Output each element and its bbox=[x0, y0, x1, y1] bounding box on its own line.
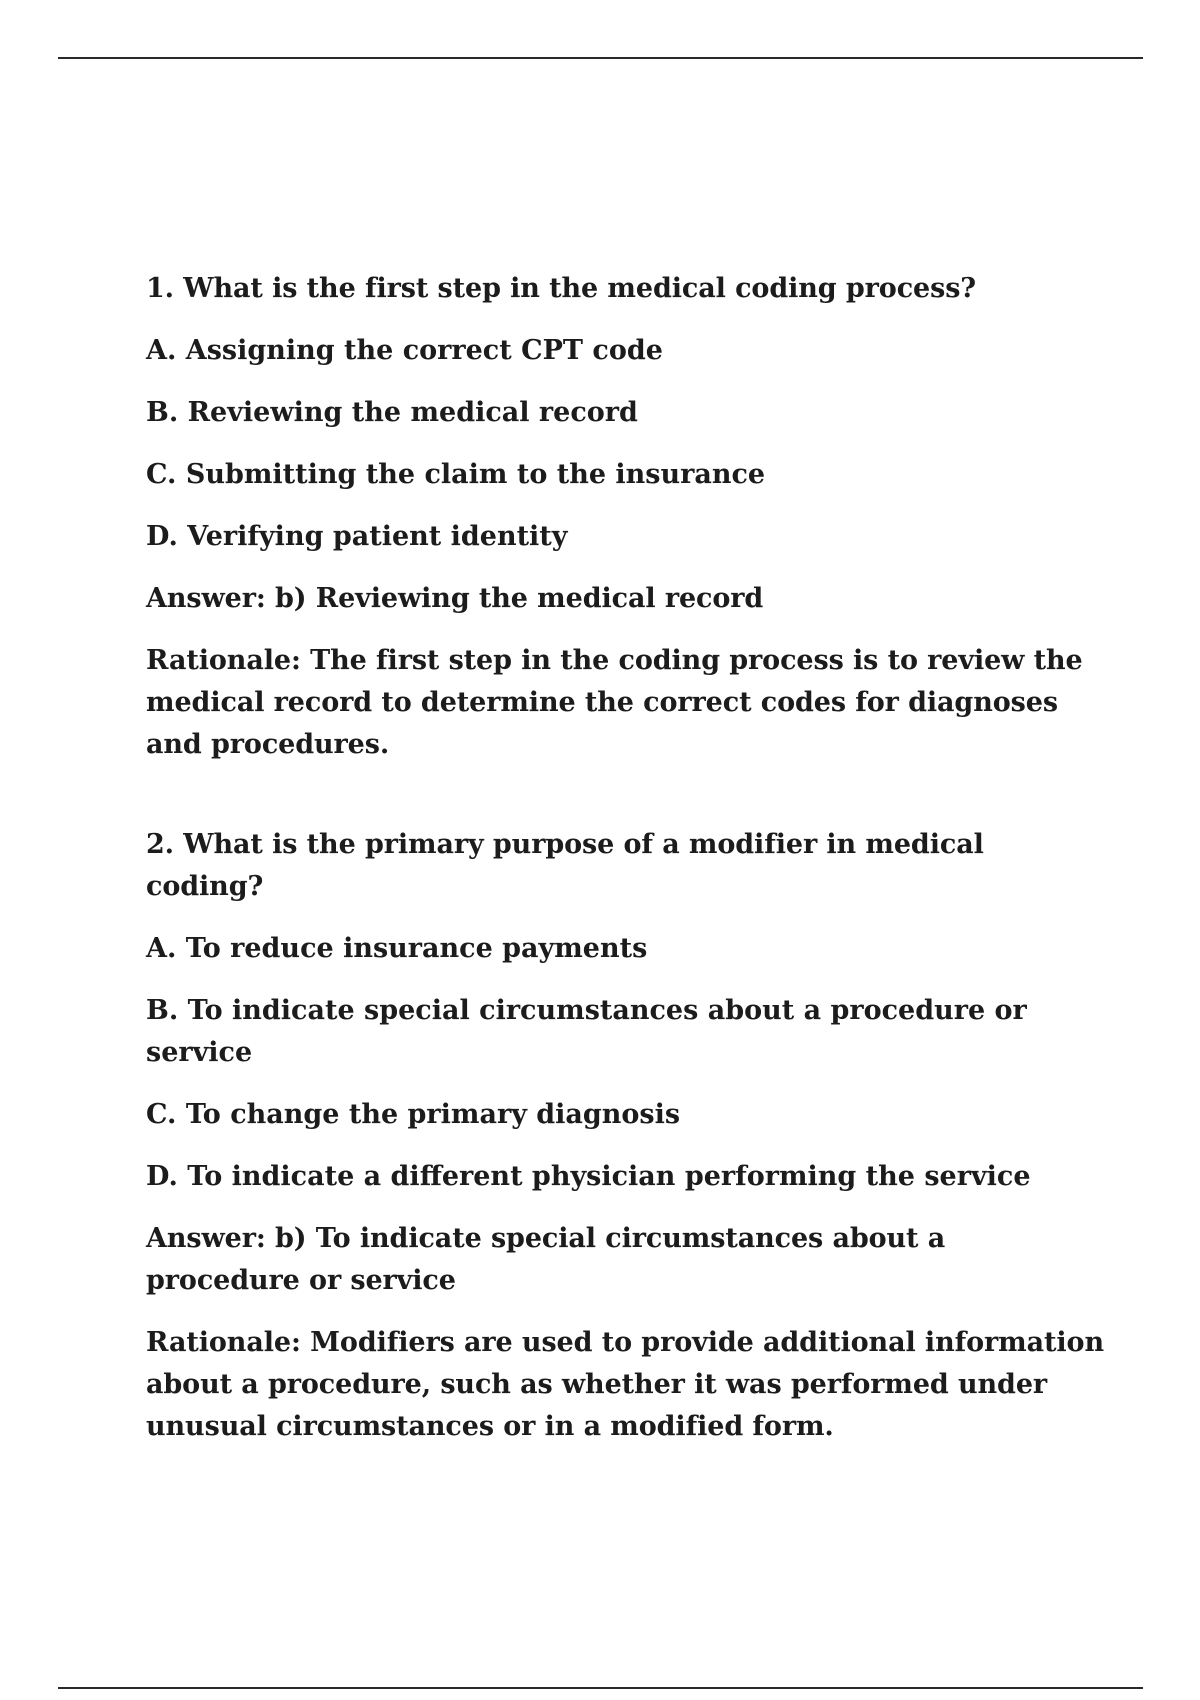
question-block-1 bbox=[146, 268, 1106, 766]
question-text: 1. What is the first step in the medical coding process? bbox=[146, 273, 977, 304]
bottom-divider bbox=[58, 1687, 1143, 1689]
answer-options bbox=[146, 928, 1106, 1198]
option-b: B. Reviewing the medical record bbox=[146, 397, 638, 428]
rationale-text: Rationale: Modifiers are used to provide additional information about a procedure, such as whether it was performed under unusual circumstances or in a modified form. bbox=[146, 1327, 1105, 1442]
option-a: A. To reduce insurance payments bbox=[146, 933, 648, 964]
question-text: 2. What is the primary purpose of a modifier in medical coding? bbox=[146, 829, 984, 902]
answer-text: Answer: b) Reviewing the medical record bbox=[146, 583, 764, 614]
option-b: B. To indicate special circumstances about a procedure or service bbox=[146, 995, 1027, 1068]
answer-options bbox=[146, 330, 1106, 558]
option-d: D. To indicate a different physician performing the service bbox=[146, 1161, 1031, 1192]
option-c: C. To change the primary diagnosis bbox=[146, 1099, 681, 1130]
option-d: D. Verifying patient identity bbox=[146, 521, 568, 552]
option-c: C. Submitting the claim to the insurance bbox=[146, 459, 766, 490]
rationale-text: Rationale: The first step in the coding process is to review the medical record to determine the correct codes for diagnoses and procedures. bbox=[146, 645, 1083, 760]
document-body bbox=[146, 268, 1106, 1468]
question-block-2 bbox=[146, 824, 1106, 1448]
top-divider bbox=[58, 57, 1143, 59]
answer-text: Answer: b) To indicate special circumstances about a procedure or service bbox=[146, 1223, 946, 1296]
option-a: A. Assigning the correct CPT code bbox=[146, 335, 663, 366]
